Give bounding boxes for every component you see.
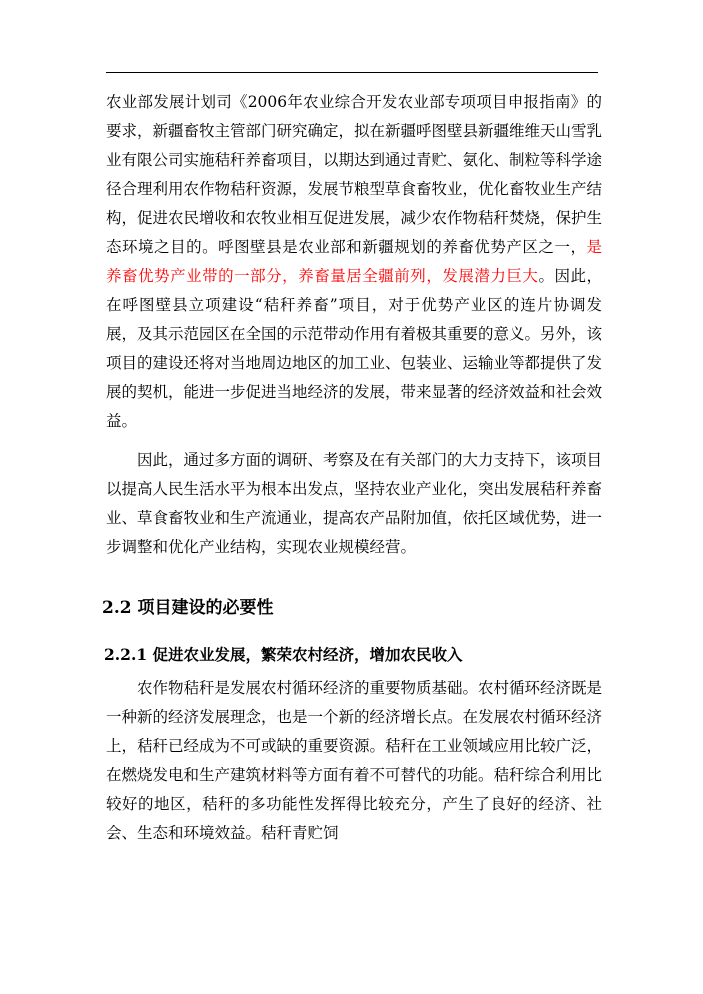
document-body: [102, 88, 603, 848]
section-heading: 2.2 项目建设的必要性: [102, 598, 274, 618]
paragraph-intro-text-start: 农业部发展计划司《2006年农业综合开发农业部专项项目申报指南》的要求，新疆畜牧主管部门研究确定，拟在新疆呼图壁县新疆维维天山雪乳业有限公司实施秸秆养畜项目，以期达到通过青贮、氨化、制粒等科学途径合理利用农作物秸秆资源，发展节粮型草食畜牧业，优化畜牧业生产结构，促进农民增收和农牧业相互促进发展，减少农作物秸秆焚烧，保护生态环境之目的。呼图壁县是农业部和新疆规划的养畜优势产区之一，: [106, 93, 603, 256]
highlighted-text: 是养畜优势产业带的一部分，养畜量居全疆前列，发展潜力巨大: [106, 238, 602, 285]
paragraph-intro: [106, 88, 602, 436]
paragraph-conclusion: 因此，通过多方面的调研、考察及在有关部门的大力支持下，该项目以提高人民生活水平为根本出发点，坚持农业产业化，突出发展秸秆养畜业、草食畜牧业和生产流通业，提高农产品附加值，依托区域优势，进一步调整和优化产业结构，实现农业规模经营。: [106, 451, 603, 556]
paragraph-straw-economy: 农作物秸秆是发展农村循环经济的重要物质基础。农村循环经济既是一种新的经济发展理念，也是一个新的经济增长点。在发展农村循环经济上，秸秆已经成为不可或缺的重要资源。秸秆在工业领域应用比较广泛，在燃烧发电和生产建筑材料等方面有着不可替代的功能。秸秆综合利用比较好的地区，秸秆的多功能性发挥得比较充分，产生了良好的经济、社会、生态和环境效益。秸秆青贮饲: [106, 679, 603, 842]
subsection-heading: 2.2.1 促进农业发展，繁荣农村经济，增加农民收入: [104, 645, 463, 664]
paragraph-intro-text-end: 。因此，在呼图壁县立项建设“秸秆养畜”项目，对于优势产业区的连片协调发展，及其示范园区在全国的示范带动作用有着极其重要的意义。另外，该项目的建设还将对当地周边地区的加工业、包装业、运输业等都提供了发展的契机，能进一步促进当地经济的发展，带来显著的经济效益和社会效益。: [106, 267, 603, 430]
header-rule: [106, 72, 598, 73]
